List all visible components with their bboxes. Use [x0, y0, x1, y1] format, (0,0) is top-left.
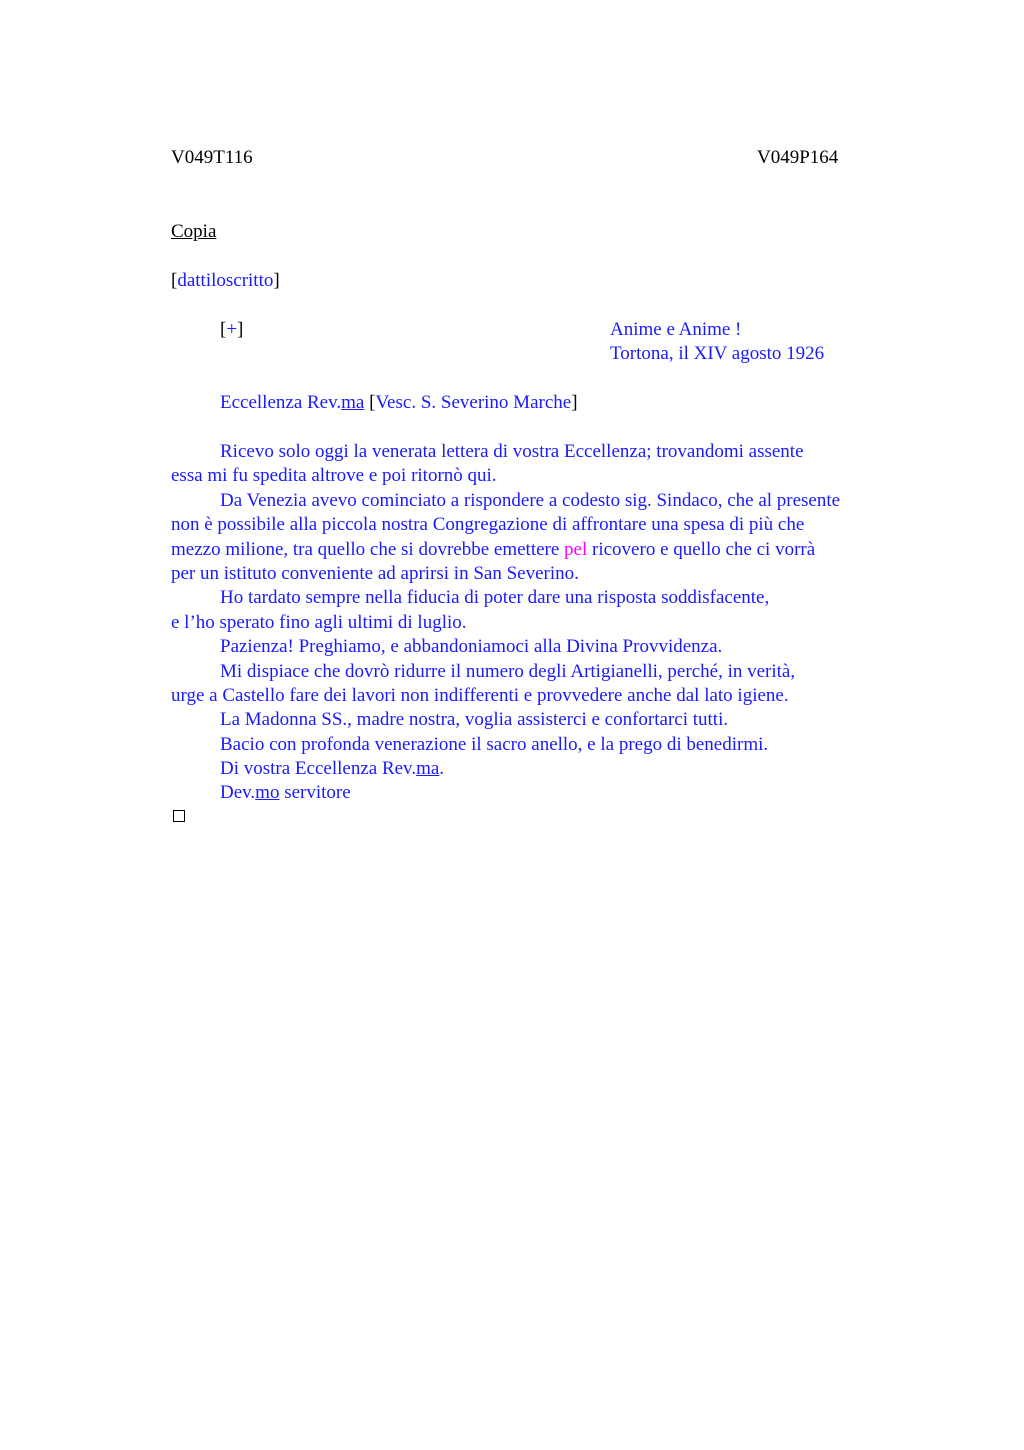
salutation-line	[220, 391, 578, 415]
copia-label: Copia	[171, 221, 217, 242]
closing-line	[171, 757, 911, 781]
body-text-segment: mezzo milione, tra quello che si dovrebbe emettere	[171, 538, 565, 560]
signature-abbrev: mo	[255, 782, 280, 804]
body-line: Da Venezia avevo cominciato a rispondere a codesto sig. Sindaco, che al presente	[220, 489, 841, 511]
closing-text: .	[439, 758, 445, 780]
dattiloscritto-note	[171, 269, 280, 293]
body-line: Pazienza! Preghiamo, e abbandoniamoci alla Divina Provvidenza.	[220, 636, 723, 658]
closing-abbrev: ma	[416, 758, 440, 780]
motto-line: Anime e Anime !	[610, 319, 742, 340]
cross-mark	[220, 318, 243, 342]
signature-text: servitore	[279, 782, 351, 804]
body-line: Ho tardato sempre nella fiducia di poter dare una risposta soddisfacente,	[220, 587, 770, 609]
body-line: urge a Castello fare dei lavori non indifferenti e provvedere anche dal lato igiene.	[171, 684, 789, 706]
signature-line	[171, 781, 911, 805]
body-line: e l’ho sperato fino agli ultimi di luglio.	[171, 611, 467, 633]
closing-text: Di vostra Eccellenza Rev.	[220, 758, 417, 780]
body-line: non è possibile alla piccola nostra Congregazione di affrontare una spesa di più che	[171, 514, 805, 536]
salutation-text: Eccellenza Rev.	[220, 392, 342, 413]
bracket-open: [	[171, 270, 178, 291]
document-id-left: V049T116	[171, 147, 253, 168]
bracket-close: ]	[237, 319, 244, 340]
body-line	[171, 538, 911, 562]
body-line: Bacio con profonda venerazione il sacro anello, e la prego di benedirmi.	[220, 733, 769, 755]
salutation-abbrev: ma	[341, 392, 365, 413]
bracket-open: [	[220, 319, 227, 340]
body-line: per un istituto conveniente ad aprirsi in San Severino.	[171, 562, 579, 584]
recipient-note: Vesc. S. Severino Marche	[375, 392, 572, 413]
place-date-line: Tortona, il XIV agosto 1926	[610, 343, 825, 364]
body-line: La Madonna SS., madre nostra, voglia assisterci e confortarci tutti.	[220, 709, 729, 731]
body-line: Mi dispiace che dovrò ridurre il numero degli Artigianelli, perché, in verità,	[220, 660, 796, 682]
highlighted-word: pel	[564, 538, 588, 560]
square-outline-icon	[173, 810, 185, 822]
cross-symbol: +	[226, 319, 238, 340]
bracket-close: ]	[571, 392, 578, 413]
bracket-close: ]	[273, 270, 280, 291]
body-line: essa mi fu spedita altrove e poi ritornò qui.	[171, 465, 497, 487]
signature-text: Dev.	[220, 782, 256, 804]
bracket-open: [	[364, 392, 376, 413]
body-line: Ricevo solo oggi la venerata lettera di vostra Eccellenza; trovandomi assente	[220, 441, 804, 462]
body-text-segment: ricovero e quello che ci vorrà	[587, 538, 816, 560]
dattiloscritto-word: dattiloscritto	[177, 270, 274, 291]
document-id-right: V049P164	[757, 147, 839, 168]
letter-body	[171, 440, 911, 806]
